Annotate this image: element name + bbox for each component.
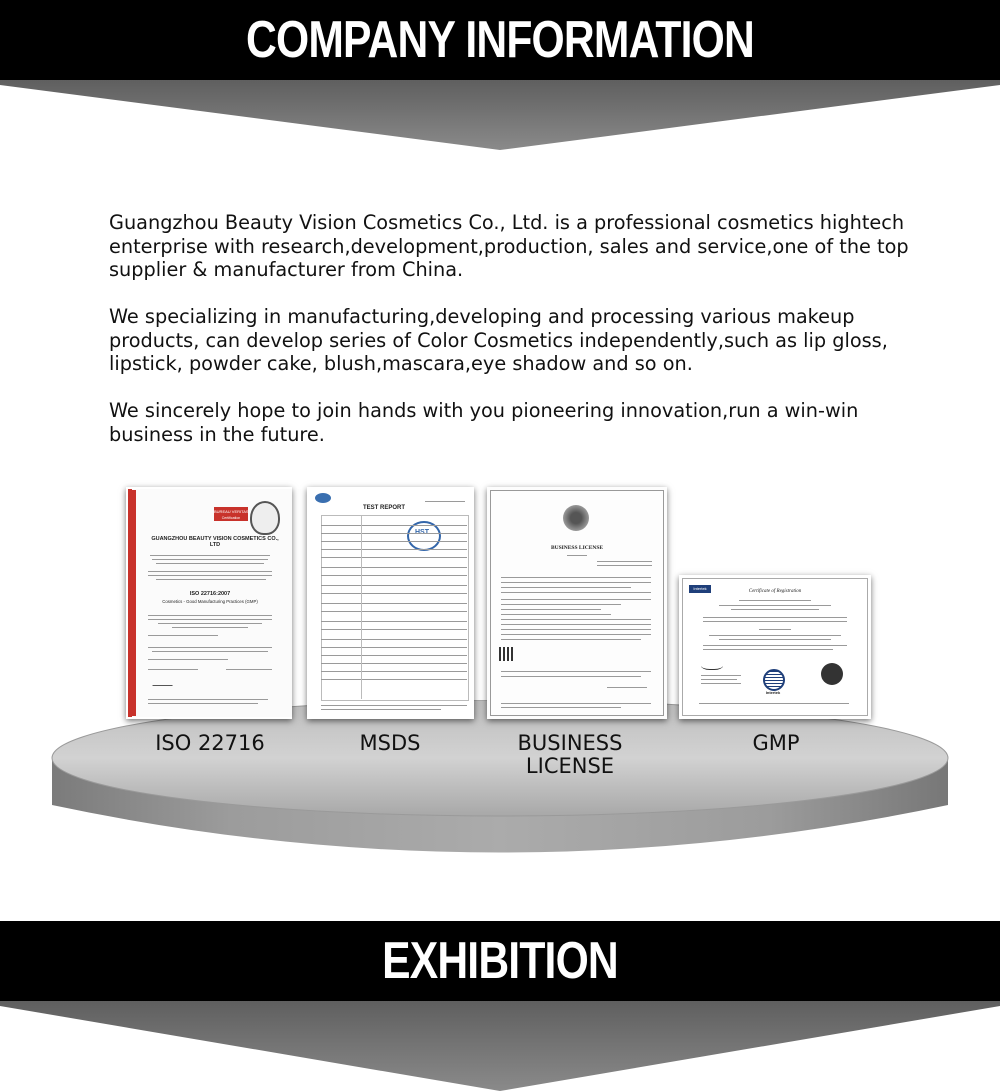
certificate-pedestal (0, 700, 1000, 870)
iso-standard-desc: Cosmetics - Good Manufacturing Practices (GMP) (162, 599, 258, 604)
license-title: BUSINESS LICENSE (550, 545, 604, 551)
iso-red-band (129, 490, 136, 716)
iso-header-text: BUREAU VERITAS (214, 509, 249, 514)
exhibition-title: EXHIBITION (382, 932, 618, 990)
msds-title: TEST REPORT (363, 505, 406, 511)
gmp-label: GMP (752, 731, 800, 755)
national-emblem-icon (563, 505, 589, 531)
exhibition-chevron (0, 1001, 1000, 1091)
company-info-chevron (0, 80, 1000, 152)
license-qr-code (499, 647, 513, 661)
msds-table-divider (361, 515, 362, 699)
msds-report-image (307, 487, 474, 719)
iso-company: GUANGZHOU BEAUTY VISION COSMETICS CO., LTD (151, 536, 279, 548)
msds-label: MSDS (359, 731, 421, 755)
company-description (109, 211, 919, 470)
iso-seal-icon (250, 501, 280, 535)
intro-paragraph-2: We specializing in manufacturing,developing and processing various makeup products, can develop series of Color Cosmetics independently,such as lip gloss, lipstick, powder cake, blush,mascara,eye shadow and so on. (109, 305, 888, 375)
gmp-brand: Intertek (765, 690, 781, 695)
gmp-seal-icon (821, 663, 843, 685)
gmp-logo-text: Intertek (693, 586, 707, 591)
iso-signature (152, 677, 175, 686)
gmp-signature (701, 659, 723, 670)
gmp-certificate-image (679, 575, 871, 719)
business-license-image (487, 487, 667, 719)
intro-paragraph-1: Guangzhou Beauty Vision Cosmetics Co., Ltd. is a professional cosmetics hightech enterprise with research,development,production, sales and service,one of the top supplier & manufacturer from China. (109, 211, 909, 281)
iso-sub-text: Certification (221, 516, 241, 520)
gmp-title: Certificate of Registration (748, 589, 802, 594)
iso-certificate-image (126, 487, 292, 719)
gmp-frame (682, 578, 868, 716)
iso-standard: ISO 22716:2007 (189, 591, 231, 597)
intro-paragraph-3: We sincerely hope to join hands with you pioneering innovation,run a win-win business in the future. (109, 399, 859, 446)
company-info-title: COMPANY INFORMATION (246, 11, 754, 69)
gmp-globe-icon (763, 669, 785, 691)
msds-table (321, 515, 469, 701)
business-license-label: BUSINESS LICENSE (517, 731, 623, 778)
iso-label: ISO 22716 (155, 731, 265, 755)
msds-logo-icon (315, 493, 331, 503)
